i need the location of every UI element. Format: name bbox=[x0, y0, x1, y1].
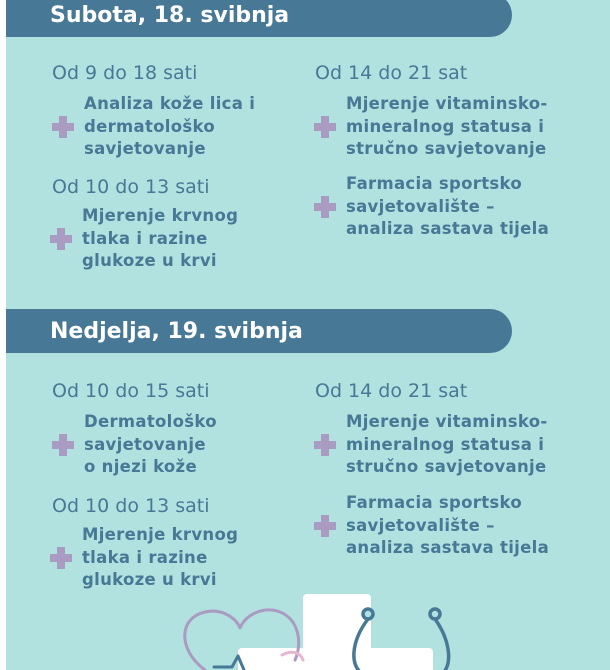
time-label: Od 14 do 21 sat bbox=[315, 380, 468, 402]
time-label: Od 10 do 15 sati bbox=[52, 380, 210, 402]
day-title: Nedjelja, 19. svibnja bbox=[50, 318, 303, 344]
time-label: Od 10 do 13 sati bbox=[52, 176, 210, 198]
service-text: Dermatološko savjetovanje o njezi kože bbox=[84, 412, 217, 476]
time-label: Od 10 do 13 sati bbox=[52, 495, 210, 517]
time-label: Od 14 do 21 sat bbox=[315, 62, 468, 84]
service-text: Farmacia sportsko savjetovalište – analiza sastava tijela bbox=[346, 493, 550, 557]
service-text: Mjerenje vitaminsko- mineralnog statusa i stručno savjetovanje bbox=[346, 94, 548, 158]
medical-cross-icon bbox=[238, 594, 433, 670]
service-text: Analiza kože lica i dermatološko savjetovanje bbox=[84, 94, 256, 158]
service-text: Mjerenje krvnog tlaka i razine glukoze u krvi bbox=[82, 525, 239, 589]
service-text: Farmacia sportsko savjetovalište – analiza sastava tijela bbox=[346, 174, 550, 238]
service-text: Mjerenje vitaminsko- mineralnog statusa i stručno savjetovanje bbox=[346, 412, 548, 476]
day-title: Subota, 18. svibnja bbox=[50, 2, 290, 28]
time-label: Od 9 do 18 sati bbox=[52, 62, 198, 84]
service-text: Mjerenje krvnog tlaka i razine glukoze u krvi bbox=[82, 206, 239, 270]
